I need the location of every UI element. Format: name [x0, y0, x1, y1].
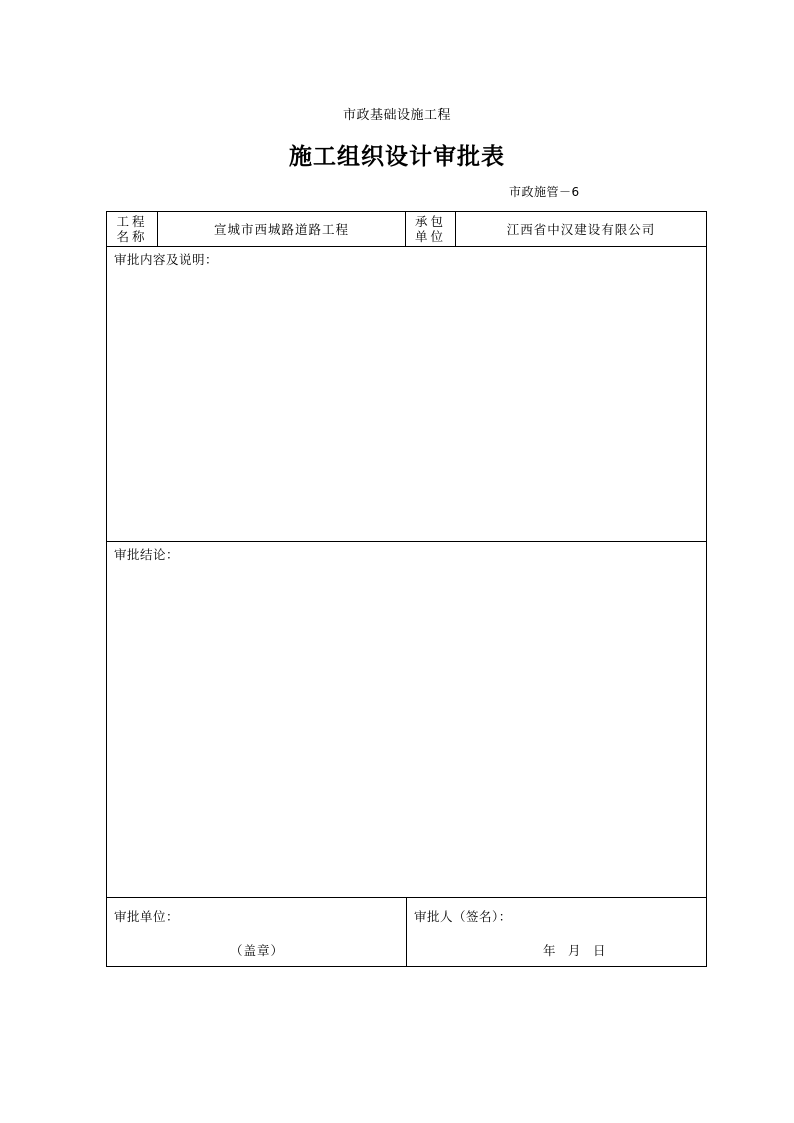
seal-label: （盖章） — [229, 943, 284, 958]
project-name-value[interactable]: 宣城市西城路道路工程 — [158, 212, 406, 246]
date-label: 年 月 日 — [543, 943, 606, 958]
approval-conclusion-section[interactable] — [107, 542, 706, 898]
approval-conclusion-label: 审批结论： — [114, 547, 180, 562]
approver-cell[interactable] — [407, 898, 706, 966]
header-row — [107, 212, 706, 247]
form-code: 市政施管－6 — [509, 185, 580, 199]
document-title: 施工组织设计审批表 — [289, 143, 505, 170]
project-name-label — [107, 212, 158, 246]
approval-form-table — [106, 211, 707, 967]
contractor-label-line2: 单位 — [414, 229, 446, 244]
approval-content-label: 审批内容及说明： — [114, 252, 219, 267]
approval-unit-label: 审批单位： — [114, 909, 180, 924]
project-label-line1: 工程 — [116, 214, 148, 229]
signature-row — [107, 898, 706, 966]
approver-signature-label: 审批人（签名）： — [414, 909, 512, 924]
approval-content-section[interactable] — [107, 247, 706, 542]
project-label-line2: 名称 — [116, 229, 148, 244]
document-subtitle: 市政基础设施工程 — [342, 108, 451, 123]
contractor-name-value[interactable]: 江西省中汉建设有限公司 — [506, 222, 656, 237]
contractor-label-line1: 承包 — [414, 214, 446, 229]
approval-unit-cell[interactable] — [107, 898, 407, 966]
contractor-label — [406, 212, 456, 246]
